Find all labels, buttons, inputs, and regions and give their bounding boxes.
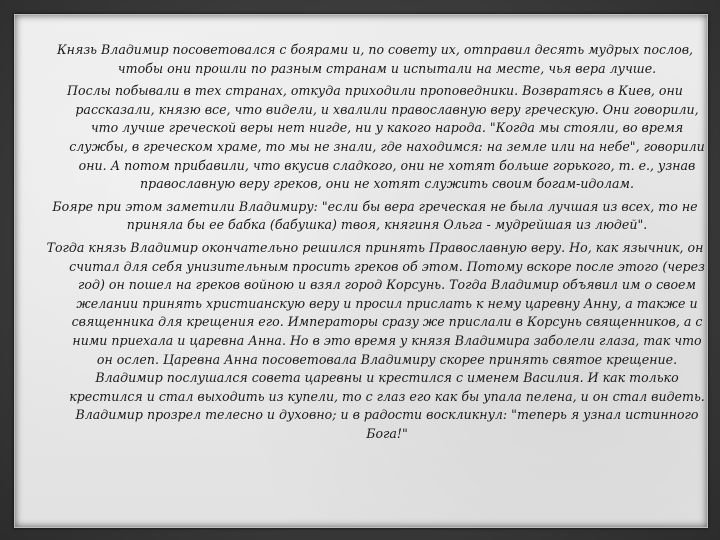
parchment-panel [14,14,708,528]
paragraph-1: Князь Владимир посоветовался с боярами и, по совету их, отправил десять мудрых послов, чтобы они прошли по разным странам и испытали на месте, чья вера лучше. [56,42,694,76]
paragraph-2: Послы побывали в тех странах, откуда приходили проповедники. Возвратясь в Киев, они рассказали, князю все, что видели, и хвалили православную веру греческую. Они говорили, что лучше греческой веры нет нигде, ни у какого народа. "Когда мы стояли, во время службы, в греческом храме, то мы не знали, где находимся: на земле или на небе", говорили они. А потом прибавили, что вкусив сладкого, они не хотят больше горького, т. е., узнав православную веру греков, они не хотят служить своим богам-идолам. [67,83,705,192]
story-text [43,41,707,443]
paragraph-3: Бояре при этом заметили Владимиру: "если бы вера греческая не была лучшая из всех, то не приняла бы ее бабка (бабушка) твоя, княгиня Ольга - мудрейшая из людей". [52,198,698,233]
paragraph-4: Тогда князь Владимир окончательно решился принять Православную веру. Но, как язычник, он считал для себя унизительным просить греков об этом. Потому вскоре после этого (через год) он пошел на греков войною и взял город Корсунь. Тогда Владимир объявил им о своем желании принять христианскую веру и просил прислать к нему царевну Анну, а также и священника для крещения его. Императоры сразу же прислали в Корсунь священников, а с ними приехала и царевна Анна. Но в это время у князя Владимира заболели глаза, так что он ослеп. Царевна Анна посоветовала Владимиру скорее принять святое крещение. Владимир послушался совета царевны и крестился с именем Василия. И как только крестился и стал выходить из купели, то с глаз его как бы упала пелена, и он стал видеть. Владимир прозрел телесно и духовно; и в радости воскликнул: "теперь я узнал истинного Бога!" [46,239,705,441]
